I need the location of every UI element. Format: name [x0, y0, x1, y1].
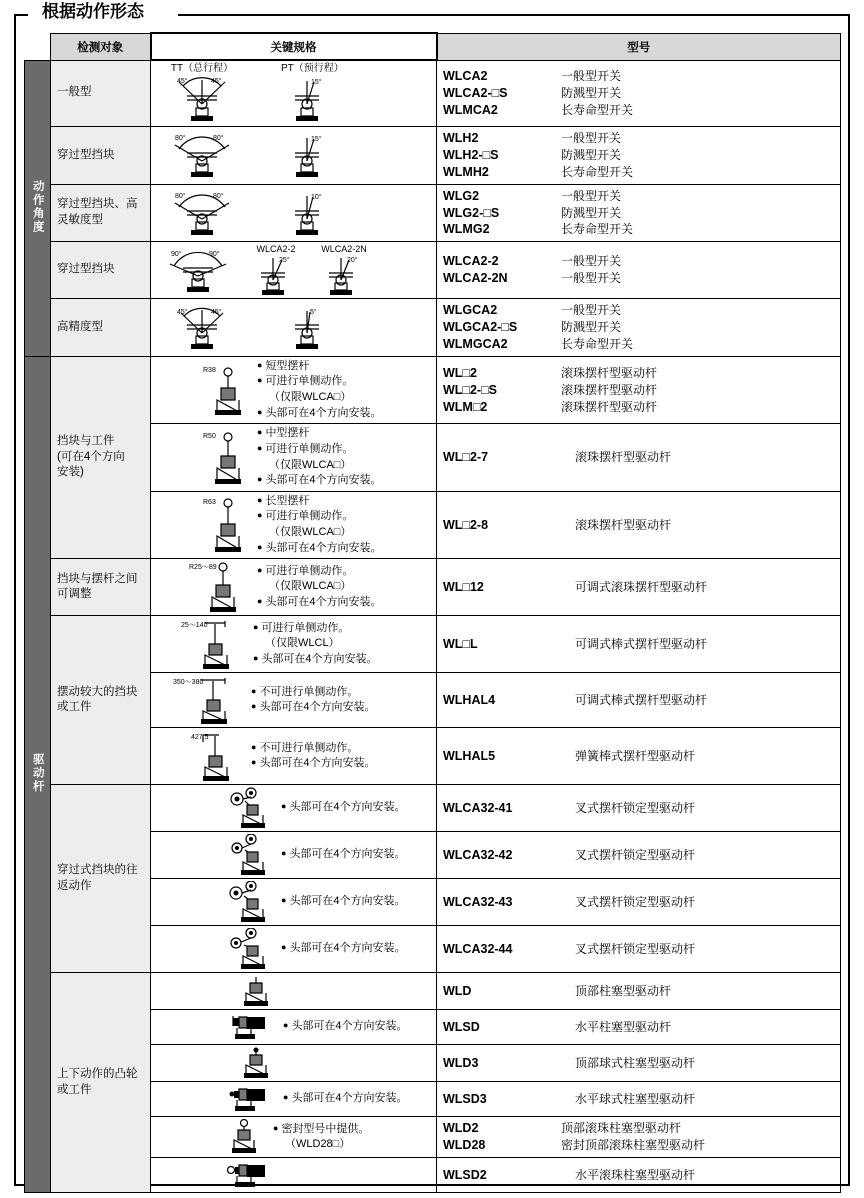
- table-row: [25, 127, 841, 185]
- model-cell: [437, 424, 841, 491]
- model-cell: [437, 559, 841, 616]
- object-line-1: 挡块与工件: [57, 435, 115, 448]
- header-spacer: [25, 33, 51, 60]
- model-desc: 滚珠摆杆型驱动杆: [561, 399, 658, 414]
- lever-pretravel-icon: [281, 131, 333, 179]
- model-cell: [437, 184, 841, 242]
- model-code: WLD: [443, 983, 472, 998]
- model-desc: 密封顶部滚珠柱塞型驱动杆: [561, 1138, 706, 1153]
- top-plunger-icon: [239, 975, 273, 1007]
- model-desc: 顶部滚珠柱塞型驱动杆: [561, 1121, 682, 1136]
- svg-text:R50: R50: [203, 432, 216, 440]
- object-line-1: 摆动较大的挡块: [57, 685, 138, 698]
- model-desc: 一般型开关: [561, 303, 622, 318]
- bullet-list: [283, 1091, 408, 1107]
- object-cell: [51, 973, 151, 1193]
- figure-tt: [163, 63, 241, 124]
- svg-text:20°: 20°: [347, 257, 358, 265]
- model-desc: 滚珠摆杆型驱动杆: [575, 450, 672, 465]
- bullet-item: ● 头部可在4个方向安装。: [257, 406, 382, 422]
- top-ball-plunger-icon: [239, 1047, 273, 1079]
- bullet-item: ● 头部可在4个方向安装。: [283, 1019, 408, 1035]
- bullet-item: ● 头部可在4个方向安装。: [283, 1091, 408, 1107]
- model-desc: 可调式棒式摆杆型驱动杆: [575, 692, 708, 707]
- svg-text:15°: 15°: [311, 79, 322, 86]
- model-code: WLGCA2-□S: [443, 320, 518, 335]
- bullet-item: ● 中型摆杆: [257, 426, 382, 442]
- lever-pretravel-icon: [281, 305, 333, 351]
- object-line-2: (可在4个方向: [57, 450, 125, 463]
- object-cell: 一般型: [51, 60, 151, 127]
- model-cell: [437, 926, 841, 973]
- header-spec: 关键规格: [151, 33, 437, 60]
- fork-lever-icon: [225, 787, 269, 829]
- object-cell: 高精度型: [51, 299, 151, 357]
- table-row: [25, 973, 841, 1010]
- bullet-list: [273, 1122, 369, 1153]
- spec-cell: [151, 832, 437, 879]
- svg-text:90°: 90°: [209, 251, 220, 259]
- figure-rod-lever-25-140: [181, 618, 243, 670]
- bullet-item: ● 头部可在4个方向安装。: [257, 595, 382, 611]
- table-row: [25, 616, 841, 673]
- model-cell: [437, 127, 841, 185]
- svg-text:80°: 80°: [213, 192, 224, 200]
- section-title: 根据动作形态: [34, 2, 152, 22]
- spec-cell: [151, 673, 437, 728]
- model-cell: [437, 1117, 841, 1158]
- lever-angle-icon: [163, 189, 241, 237]
- bullet-subitem: （仅限WLCA□）: [269, 525, 352, 538]
- spec-cell: [151, 127, 437, 185]
- model-code: WLD28: [443, 1138, 486, 1153]
- object-cell: 穿过型挡块: [51, 242, 151, 299]
- spec-cell: [151, 356, 437, 423]
- figure-fork-lever-42: [225, 834, 269, 876]
- spec-cell: [151, 491, 437, 558]
- spring-rod-lever-icon: [185, 730, 241, 782]
- spec-cell: [151, 1117, 437, 1158]
- lever-angle-icon: [163, 305, 241, 351]
- bullet-item: ● 不可进行单侧动作。: [251, 741, 376, 757]
- svg-text:5°: 5°: [310, 308, 317, 316]
- lever-pretravel-icon: [281, 189, 333, 237]
- model-code: WLH2: [443, 131, 479, 145]
- model-code: WL□2: [443, 365, 477, 380]
- model-code: WLCA2-2N: [443, 271, 508, 286]
- bullet-item: ● 短型摆杆: [257, 359, 382, 375]
- table-row: [25, 184, 841, 242]
- figure-tt: [161, 246, 235, 294]
- model-desc: 长寿命型开关: [561, 102, 634, 117]
- bullet-list: [253, 621, 378, 668]
- model-code: WLHAL4: [443, 692, 496, 707]
- bullet-subitem: （仅限WLCA□）: [269, 580, 352, 593]
- bullet-item: ● 头部可在4个方向安装。: [253, 652, 378, 668]
- model-desc: 滚珠摆杆型驱动杆: [561, 382, 658, 397]
- model-desc: 一般型开关: [561, 271, 622, 286]
- bullet-item: ● 头部可在4个方向安装。: [281, 847, 406, 863]
- lever-pretravel-icon: [249, 254, 303, 296]
- bullet-subitem: （WLD28□）: [285, 1138, 351, 1151]
- model-cell: [437, 1045, 841, 1082]
- model-cell: [437, 242, 841, 299]
- figure-horizontal-plunger: [227, 1012, 271, 1042]
- spec-cell: [151, 1082, 437, 1117]
- figure-fork-lever-41: [225, 787, 269, 829]
- object-line-2: 可调整: [57, 588, 92, 601]
- model-cell: [437, 728, 841, 785]
- bullet-list: [257, 359, 382, 421]
- table-container: [24, 32, 840, 1182]
- model-code: WLD3: [443, 1055, 479, 1070]
- lever-angle-icon: [161, 246, 235, 294]
- figure-pt: [281, 189, 333, 237]
- model-code: WLCA32-44: [443, 941, 513, 956]
- model-code: WLMGCA2: [443, 337, 508, 351]
- figure-horizontal-roller-plunger: [227, 1160, 271, 1190]
- model-code: WLHAL5: [443, 748, 496, 763]
- model-cell: [437, 491, 841, 558]
- figure-tt: [163, 131, 241, 179]
- bullet-item: ● 密封型号中提供。: [273, 1122, 369, 1138]
- svg-text:350～380: 350～380: [173, 679, 204, 687]
- figure-caption: TT（总行程）: [170, 63, 234, 74]
- model-cell: [437, 832, 841, 879]
- spec-cell: [151, 559, 437, 616]
- fork-lever-icon: [225, 928, 269, 970]
- figure-fork-lever-44: [225, 928, 269, 970]
- model-code: WL□2-7: [443, 450, 489, 465]
- model-desc: 顶部柱塞型驱动杆: [575, 983, 672, 998]
- figure-horizontal-ball-plunger: [227, 1084, 271, 1114]
- svg-text:80°: 80°: [175, 135, 186, 143]
- object-cell: 穿过型挡块、高灵敏度型: [51, 184, 151, 242]
- group-label-rod-text: 驱动杆: [31, 752, 44, 794]
- bullet-item: ● 头部可在4个方向安装。: [281, 800, 406, 816]
- model-cell: [437, 673, 841, 728]
- model-desc: 防溅型开关: [561, 85, 622, 100]
- object-cell: [51, 356, 151, 558]
- bullet-item: ● 头部可在4个方向安装。: [281, 894, 406, 910]
- spec-table: [24, 32, 841, 1193]
- group-label-angle: [25, 60, 51, 356]
- model-desc: 可调式棒式摆杆型驱动杆: [575, 636, 708, 651]
- svg-text:15°: 15°: [311, 136, 322, 144]
- object-cell: [51, 785, 151, 973]
- spec-cell: [151, 1045, 437, 1082]
- model-desc: 防溅型开关: [561, 147, 622, 162]
- model-code: WLMCA2: [443, 102, 498, 117]
- bullet-item: ● 头部可在4个方向安装。: [257, 473, 382, 489]
- bullet-item: ● 可进行单侧动作。: [257, 374, 382, 390]
- figure-top-roller-plunger: [227, 1119, 261, 1155]
- model-desc: 水平柱塞型驱动杆: [575, 1019, 672, 1034]
- spec-cell: [151, 1158, 437, 1193]
- figure-pt-wlca22n: [317, 244, 371, 296]
- svg-text:90°: 90°: [171, 251, 182, 259]
- bullet-list: [257, 426, 382, 488]
- model-desc: 防溅型开关: [561, 205, 622, 220]
- model-desc: 滚珠摆杆型驱动杆: [575, 517, 672, 532]
- model-code: WLSD2: [443, 1167, 487, 1182]
- model-desc: 可调式滚珠摆杆型驱动杆: [575, 579, 708, 594]
- model-cell: [437, 60, 841, 127]
- model-desc: 长寿命型开关: [561, 337, 634, 351]
- group-label-rod: [25, 356, 51, 1192]
- object-cell: [51, 559, 151, 616]
- figure-tt: [163, 305, 241, 351]
- svg-text:R25～89: R25～89: [189, 564, 217, 572]
- figure-spring-rod-lever: [185, 730, 241, 782]
- model-code: WL□L: [443, 636, 478, 651]
- roller-lever-medium-icon: [203, 430, 247, 486]
- svg-text:10°: 10°: [311, 193, 322, 201]
- bullet-item: ● 长型摆杆: [257, 494, 382, 510]
- figure-tt: [163, 189, 241, 237]
- object-line-2: 或工件: [57, 1083, 92, 1096]
- model-code: WL□12: [443, 579, 484, 594]
- figure-long-lever: [203, 496, 247, 554]
- header-model: 型号: [437, 33, 841, 60]
- bullet-list: [281, 847, 406, 863]
- bullet-subitem: （仅限WLCA□）: [269, 458, 352, 471]
- figure-top-ball-plunger: [239, 1047, 273, 1079]
- adjustable-rod-lever-icon: [173, 675, 241, 725]
- object-line-3: 安装): [57, 466, 84, 479]
- svg-text:45°: 45°: [211, 78, 222, 85]
- horizontal-plunger-icon: [227, 1012, 271, 1042]
- bullet-list: [251, 685, 376, 716]
- fork-lever-icon: [225, 881, 269, 923]
- model-code: WLG2: [443, 188, 480, 203]
- model-cell: [437, 1010, 841, 1045]
- group-label-angle-text: 动作角度: [31, 179, 44, 234]
- bullet-item: ● 头部可在4个方向安装。: [251, 756, 376, 772]
- model-desc: 滚珠摆杆型驱动杆: [561, 365, 658, 380]
- header-object: 检测对象: [51, 33, 151, 60]
- horizontal-ball-plunger-icon: [227, 1084, 271, 1114]
- model-desc: 弹簧棒式摆杆型驱动杆: [575, 748, 696, 763]
- bullet-item: ● 可进行单侧动作。: [253, 621, 378, 637]
- table-row: [25, 785, 841, 832]
- spec-cell: [151, 184, 437, 242]
- figure-adjustable-lever: [189, 561, 247, 613]
- model-desc: 长寿命型开关: [561, 164, 634, 179]
- model-desc: 一般型开关: [561, 188, 622, 203]
- figure-pt: [281, 63, 344, 124]
- fork-lever-icon: [225, 834, 269, 876]
- table-row: [25, 242, 841, 299]
- figure-rod-lever-350-380: [173, 675, 241, 725]
- figure-pt: [281, 305, 333, 351]
- object-cell: [51, 616, 151, 785]
- bullet-list: [281, 894, 406, 910]
- svg-text:427.5: 427.5: [191, 734, 209, 742]
- model-code: WLSD: [443, 1019, 480, 1034]
- object-line-2: 返动作: [57, 879, 92, 892]
- bullet-item: ● 可进行单侧动作。: [257, 509, 382, 525]
- model-desc: 顶部球式柱塞型驱动杆: [575, 1055, 696, 1070]
- model-cell: [437, 973, 841, 1010]
- model-cell: [437, 356, 841, 423]
- bullet-item: ● 头部可在4个方向安装。: [257, 541, 382, 557]
- bullet-list: [283, 1019, 408, 1035]
- bullet-list: [257, 564, 382, 611]
- bullet-subitem: （仅限WLCL）: [265, 637, 340, 650]
- lever-angle-icon: [163, 131, 241, 179]
- model-code: WLCA32-41: [443, 800, 513, 815]
- bullet-item: ● 不可进行单侧动作。: [251, 685, 376, 701]
- model-desc: 一般型开关: [561, 131, 622, 145]
- spec-cell: [151, 926, 437, 973]
- model-cell: [437, 879, 841, 926]
- model-code: WLD2: [443, 1121, 479, 1136]
- model-code: WLCA32-43: [443, 894, 513, 909]
- model-cell: [437, 1158, 841, 1193]
- model-cell: [437, 1082, 841, 1117]
- spec-cell: [151, 242, 437, 299]
- model-code: WLH2-□S: [443, 147, 499, 162]
- table-row: [25, 356, 841, 423]
- svg-text:25～140: 25～140: [181, 622, 208, 630]
- model-code: WL□2-□S: [443, 382, 497, 397]
- svg-text:R38: R38: [203, 367, 216, 375]
- bullet-item: ● 头部可在4个方向安装。: [251, 700, 376, 716]
- spec-cell: [151, 616, 437, 673]
- model-desc: 叉式摆杆锁定型驱动杆: [575, 847, 696, 862]
- object-line-2: 或工件: [57, 701, 92, 714]
- model-code: WLCA2-2: [443, 254, 499, 269]
- model-desc: 叉式摆杆锁定型驱动杆: [575, 894, 696, 909]
- model-code: WLGCA2: [443, 303, 498, 318]
- top-roller-plunger-icon: [227, 1119, 261, 1155]
- model-desc: 一般型开关: [561, 68, 622, 83]
- model-desc: 长寿命型开关: [561, 222, 634, 237]
- spec-cell: [151, 785, 437, 832]
- adjustable-roller-lever-icon: [189, 561, 247, 613]
- model-code: WLG2-□S: [443, 205, 500, 220]
- svg-text:80°: 80°: [213, 135, 224, 143]
- bullet-list: [281, 941, 406, 957]
- figure-fork-lever-43: [225, 881, 269, 923]
- table-row: [25, 559, 841, 616]
- figure-pt: [281, 131, 333, 179]
- roller-lever-short-icon: [203, 364, 247, 416]
- spec-cell: [151, 1010, 437, 1045]
- object-line-1: 上下动作的凸轮: [57, 1068, 138, 1081]
- model-desc: 防溅型开关: [561, 320, 622, 335]
- bullet-item: ● 可进行单侧动作。: [257, 564, 382, 580]
- model-cell: [437, 299, 841, 357]
- svg-text:45°: 45°: [177, 308, 188, 316]
- model-cell: [437, 616, 841, 673]
- spec-cell: [151, 60, 437, 127]
- svg-text:80°: 80°: [175, 192, 186, 200]
- model-code: WLCA2: [443, 68, 488, 83]
- horizontal-roller-plunger-icon: [227, 1160, 271, 1190]
- svg-text:R63: R63: [203, 498, 216, 506]
- bullet-list: [251, 741, 376, 772]
- figure-label: WLCA2-2: [256, 244, 296, 255]
- lever-pretravel-icon: [281, 74, 333, 124]
- figure-caption: PT（预行程）: [281, 63, 344, 74]
- model-desc: 叉式摆杆锁定型驱动杆: [575, 941, 696, 956]
- model-desc: 水平球式柱塞型驱动杆: [575, 1091, 696, 1106]
- figure-medium-lever: [203, 430, 247, 486]
- object-line-1: 挡块与摆杆之间: [57, 572, 138, 585]
- svg-text:45°: 45°: [211, 308, 222, 316]
- model-desc: 叉式摆杆锁定型驱动杆: [575, 800, 696, 815]
- spec-cell: [151, 973, 437, 1010]
- spec-cell: [151, 299, 437, 357]
- figure-label: WLCA2-2N: [321, 244, 367, 255]
- lever-pretravel-icon: [317, 254, 371, 296]
- model-code: WLCA32-42: [443, 847, 513, 862]
- figure-pt-wlca22: [249, 244, 303, 296]
- roller-lever-long-icon: [203, 496, 247, 554]
- bullet-subitem: （仅限WLCA□）: [269, 391, 352, 404]
- model-code: WLM□2: [443, 399, 488, 414]
- table-row: [25, 60, 841, 127]
- bullet-list: [257, 494, 382, 556]
- table-row: [25, 299, 841, 357]
- bullet-list: [281, 800, 406, 816]
- model-desc: 水平滚珠柱塞型驱动杆: [575, 1167, 696, 1182]
- bullet-item: ● 头部可在4个方向安装。: [281, 941, 406, 957]
- svg-text:45°: 45°: [177, 78, 188, 85]
- object-cell: 穿过型挡块: [51, 127, 151, 185]
- bullet-item: ● 可进行单侧动作。: [257, 442, 382, 458]
- object-line-1: 穿过式挡块的往: [57, 864, 138, 877]
- lever-angle-icon: [163, 74, 241, 124]
- figure-short-lever: [203, 364, 247, 416]
- model-code: WLCA2-□S: [443, 85, 508, 100]
- spec-cell: [151, 879, 437, 926]
- figure-top-plunger: [239, 975, 273, 1007]
- table-header-row: [25, 33, 841, 60]
- model-code: WLSD3: [443, 1091, 487, 1106]
- model-code: WLMG2: [443, 222, 490, 237]
- model-desc: 一般型开关: [561, 254, 622, 269]
- model-cell: [437, 785, 841, 832]
- adjustable-rod-lever-icon: [181, 618, 243, 670]
- spec-cell: [151, 728, 437, 785]
- svg-text:25°: 25°: [279, 257, 290, 265]
- model-code: WLMH2: [443, 164, 489, 179]
- model-code: WL□2-8: [443, 517, 489, 532]
- spec-cell: [151, 424, 437, 491]
